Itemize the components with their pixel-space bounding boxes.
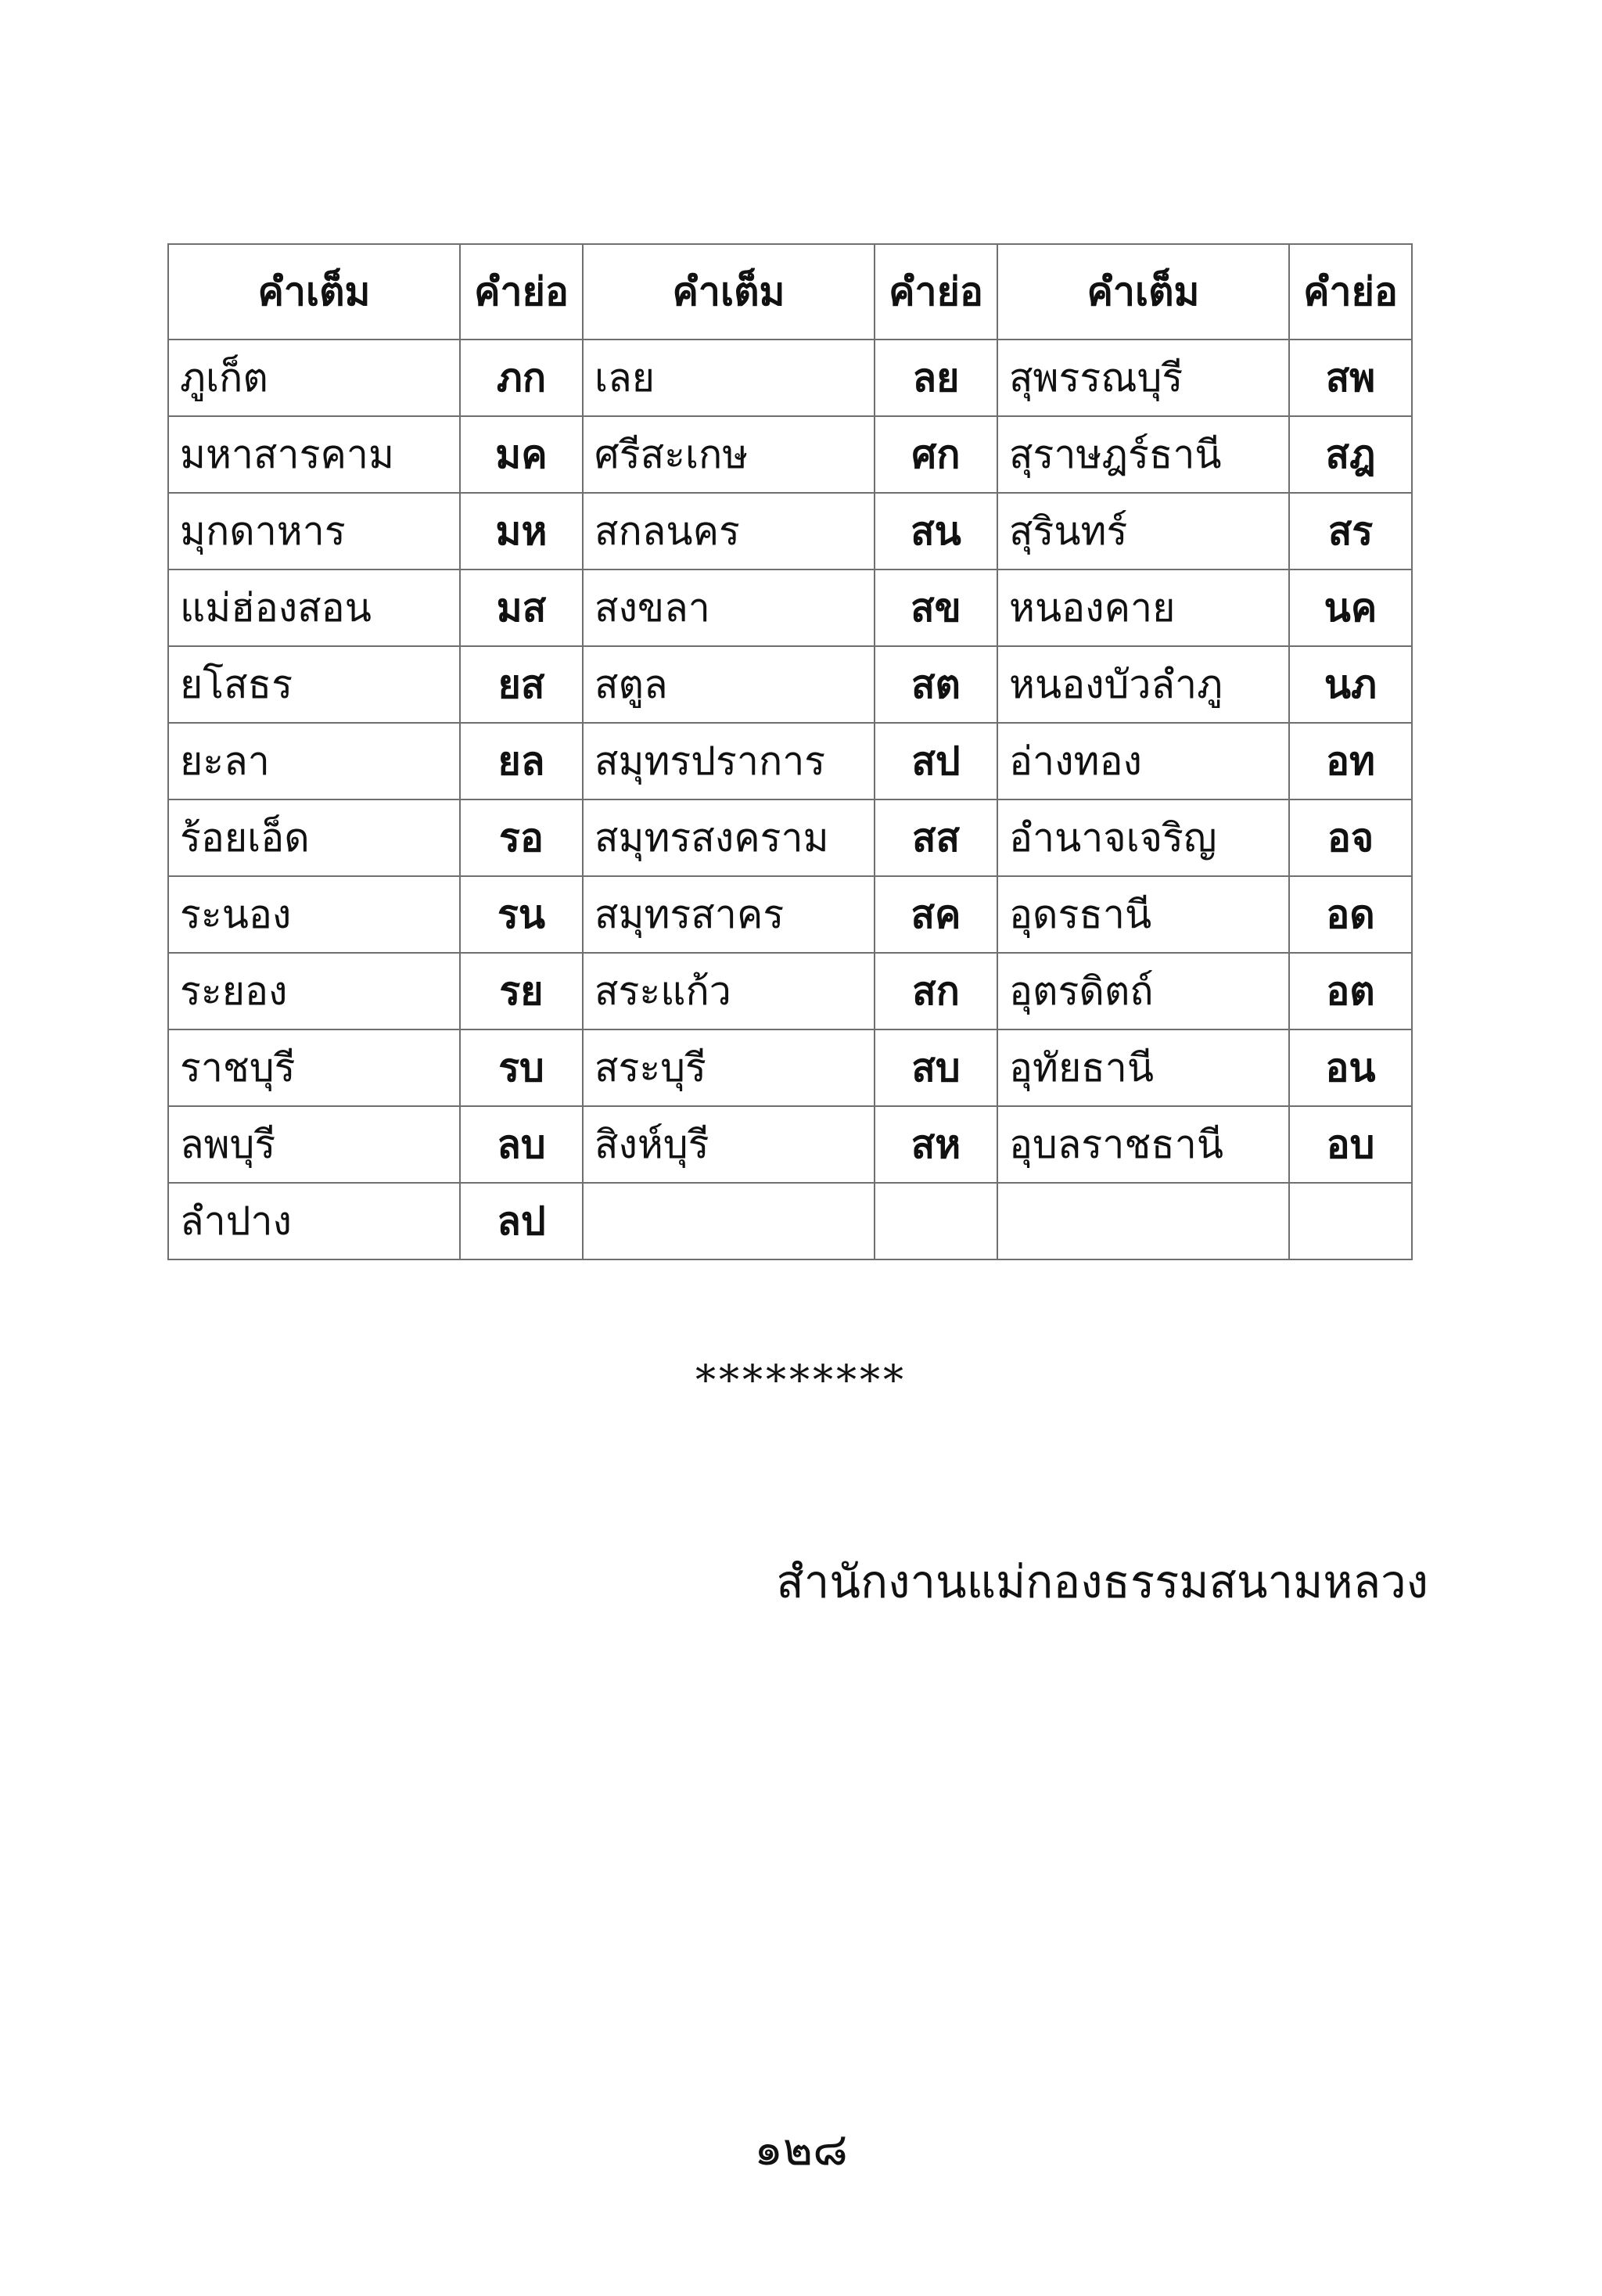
abbreviation-cell: สพ: [1289, 340, 1412, 416]
full-name-cell: [997, 1183, 1289, 1259]
full-name-cell: อุตรดิตถ์: [997, 953, 1289, 1029]
full-name-cell: ลพบุรี: [168, 1106, 460, 1183]
table-row: [168, 1029, 1412, 1106]
table-row: [168, 646, 1412, 723]
full-name-cell: สุรินทร์: [997, 493, 1289, 570]
full-name-cell: ยโสธร: [168, 646, 460, 723]
full-name-cell: อุดรธานี: [997, 876, 1289, 953]
full-name-cell: ภูเก็ต: [168, 340, 460, 416]
abbreviation-cell: ยส: [460, 646, 583, 723]
abbreviation-cell: รย: [460, 953, 583, 1029]
full-name-cell: มหาสารคาม: [168, 416, 460, 493]
issuing-office-signature: สำนักงานแม่กองธรรมสนามหลวง: [776, 1555, 1428, 1608]
full-name-cell: [583, 1183, 875, 1259]
abbreviation-cell: ลบ: [460, 1106, 583, 1183]
header-full-3: คำเต็ม: [997, 244, 1289, 340]
abbreviation-cell: สห: [875, 1106, 997, 1183]
full-name-cell: สมุทรปราการ: [583, 723, 875, 799]
abbreviation-cell: สส: [875, 799, 997, 876]
header-abbr-3: คำย่อ: [1289, 244, 1412, 340]
full-name-cell: สมุทรสงคราม: [583, 799, 875, 876]
abbreviation-cell: ลป: [460, 1183, 583, 1259]
abbreviation-cell: ยล: [460, 723, 583, 799]
abbreviation-cell: [875, 1183, 997, 1259]
header-full-1: คำเต็ม: [168, 244, 460, 340]
abbreviation-cell: สบ: [875, 1029, 997, 1106]
full-name-cell: ระนอง: [168, 876, 460, 953]
full-name-cell: หนองบัวลำภู: [997, 646, 1289, 723]
full-name-cell: เลย: [583, 340, 875, 416]
abbreviation-cell: [1289, 1183, 1412, 1259]
table-row: [168, 953, 1412, 1029]
abbreviation-table: [167, 243, 1413, 1260]
abbreviation-cell: มส: [460, 570, 583, 646]
abbreviation-cell: สต: [875, 646, 997, 723]
separator-stars: *********: [695, 1357, 907, 1404]
full-name-cell: อุทัยธานี: [997, 1029, 1289, 1106]
table-row: [168, 876, 1412, 953]
full-name-cell: อุบลราชธานี: [997, 1106, 1289, 1183]
full-name-cell: ศรีสะเกษ: [583, 416, 875, 493]
abbreviation-cell: ลย: [875, 340, 997, 416]
abbreviation-cell: อจ: [1289, 799, 1412, 876]
abbreviation-cell: อต: [1289, 953, 1412, 1029]
full-name-cell: ลำปาง: [168, 1183, 460, 1259]
abbreviation-cell: สฎ: [1289, 416, 1412, 493]
table-row: [168, 799, 1412, 876]
full-name-cell: สิงห์บุรี: [583, 1106, 875, 1183]
table-row: [168, 1106, 1412, 1183]
full-name-cell: ยะลา: [168, 723, 460, 799]
abbreviation-cell: รอ: [460, 799, 583, 876]
table-row: [168, 723, 1412, 799]
table-row: [168, 416, 1412, 493]
table-header-row: [168, 244, 1412, 340]
full-name-cell: สระแก้ว: [583, 953, 875, 1029]
abbreviation-cell: นค: [1289, 570, 1412, 646]
table-row: [168, 340, 1412, 416]
full-name-cell: หนองคาย: [997, 570, 1289, 646]
full-name-cell: ร้อยเอ็ด: [168, 799, 460, 876]
full-name-cell: สระบุรี: [583, 1029, 875, 1106]
full-name-cell: แม่ฮ่องสอน: [168, 570, 460, 646]
full-name-cell: ราชบุรี: [168, 1029, 460, 1106]
abbreviation-cell: สน: [875, 493, 997, 570]
abbreviation-cell: มค: [460, 416, 583, 493]
full-name-cell: สกลนคร: [583, 493, 875, 570]
abbreviation-cell: นภ: [1289, 646, 1412, 723]
abbreviation-cell: รบ: [460, 1029, 583, 1106]
full-name-cell: สงขลา: [583, 570, 875, 646]
abbreviation-cell: สร: [1289, 493, 1412, 570]
abbreviation-cell: สก: [875, 953, 997, 1029]
full-name-cell: อ่างทอง: [997, 723, 1289, 799]
table-body: [168, 340, 1412, 1259]
full-name-cell: ระยอง: [168, 953, 460, 1029]
header-abbr-1: คำย่อ: [460, 244, 583, 340]
header-abbr-2: คำย่อ: [875, 244, 997, 340]
page-number: ๑๒๘: [754, 2122, 848, 2176]
full-name-cell: สุราษฎร์ธานี: [997, 416, 1289, 493]
header-full-2: คำเต็ม: [583, 244, 875, 340]
abbreviation-cell: ภก: [460, 340, 583, 416]
abbreviation-cell: ศก: [875, 416, 997, 493]
full-name-cell: มุกดาหาร: [168, 493, 460, 570]
abbreviation-cell: อด: [1289, 876, 1412, 953]
abbreviation-cell: อท: [1289, 723, 1412, 799]
table-row: [168, 570, 1412, 646]
abbreviation-cell: อน: [1289, 1029, 1412, 1106]
abbreviation-cell: มห: [460, 493, 583, 570]
table-row: [168, 1183, 1412, 1259]
abbreviation-cell: สค: [875, 876, 997, 953]
table-row: [168, 493, 1412, 570]
abbreviation-cell: อบ: [1289, 1106, 1412, 1183]
full-name-cell: สุพรรณบุรี: [997, 340, 1289, 416]
full-name-cell: อำนาจเจริญ: [997, 799, 1289, 876]
full-name-cell: สตูล: [583, 646, 875, 723]
abbreviation-cell: รน: [460, 876, 583, 953]
abbreviation-cell: สข: [875, 570, 997, 646]
abbreviation-cell: สป: [875, 723, 997, 799]
full-name-cell: สมุทรสาคร: [583, 876, 875, 953]
